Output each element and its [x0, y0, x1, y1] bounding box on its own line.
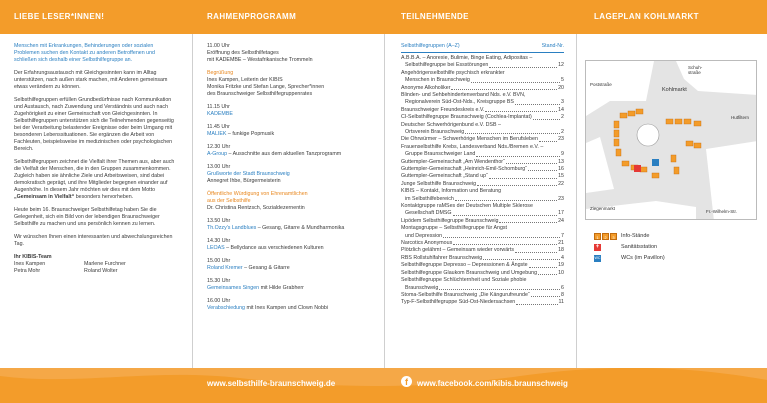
facebook-link[interactable]: www.facebook.com/kibis.braunschweig — [417, 379, 568, 388]
program-time: Öffentliche Würdigung von Ehrenamtlichen — [207, 191, 308, 197]
team-member: Roland Wolter — [84, 268, 118, 274]
participant-name: A.B.B.A. – Anorexie, Bulimie, Binge Eating, Adipositas – — [401, 54, 533, 61]
program-line — [207, 245, 377, 252]
program-line-detail: – Gesang, Gitarre & Mundharmonika — [256, 225, 345, 231]
program-line-text: Dr. Christina Rentzsch, Sozialdezernentin — [207, 205, 305, 211]
participant-name: Anonyme Alkoholiker — [401, 84, 451, 91]
participant-name: Guttempler-Gemeinschaft „Stand up“ — [401, 173, 488, 180]
participant-row — [401, 210, 564, 217]
participant-name: Kontaktgruppe raMSes der Deutschen Multiple Sklerose — [401, 203, 533, 210]
participant-stand-number: 7 — [561, 232, 564, 239]
dot-leader — [451, 89, 557, 90]
participant-stand-number: 24 — [558, 217, 564, 224]
participant-row — [401, 299, 564, 306]
participant-name: und Depression — [405, 232, 443, 239]
participant-row — [401, 247, 564, 254]
program-line-text: Eröffnung des Selbsthilfetages — [207, 50, 279, 56]
program-time: 12.30 Uhr — [207, 144, 231, 150]
participant-name: Braunschweig — [405, 284, 439, 291]
map-stand — [694, 121, 701, 126]
participant-stand-number: 13 — [558, 158, 564, 165]
participant-name: Selbsthilfegruppe Glaukom Braunschweig und Umgebung — [401, 269, 538, 276]
program-time: 14.30 Uhr — [207, 238, 231, 244]
participant-row — [401, 218, 564, 225]
map-stand — [686, 141, 693, 146]
map-stand — [628, 111, 635, 116]
dot-leader — [506, 163, 557, 164]
participant-row — [401, 292, 564, 299]
participant-row — [401, 255, 564, 262]
program-line — [207, 91, 377, 98]
welcome-paragraph-4: Heute beim 16. Braunschweiger Selbsthilfetag haben Sie die Gelegenheit, sich ein Bild von der lebendigen Braunschweiger Selbsthilfe zu machen und uns persönlich kennen zu lernen. — [14, 207, 160, 227]
website-link[interactable]: www.selbsthilfe-braunschweig.de — [207, 379, 336, 388]
program-line-text: mit KADEMBE – Westafrikanische Trommeln — [207, 57, 313, 63]
participant-name: Ortsverein Braunschweig — [405, 128, 465, 135]
participants-col-stand: Stand-Nr. — [541, 43, 564, 49]
dot-leader — [465, 133, 560, 134]
program-line — [207, 77, 377, 84]
program-line-text: Roland Kremer — [207, 265, 243, 271]
program-line-detail: mit Hilde Grabherr — [259, 285, 304, 291]
participant-name: Braunschweiger Freundeskreis e.V. — [401, 106, 485, 113]
participant-row — [401, 173, 564, 180]
program-item — [207, 164, 377, 185]
map-legend — [594, 232, 665, 265]
participant-row — [401, 85, 564, 92]
participant-stand-number: 6 — [561, 284, 564, 291]
participant-row — [401, 277, 564, 284]
footer-wave — [0, 368, 767, 386]
program-line-detail: – Ausschnitte aus dem aktuellen Tanzprogramm — [227, 151, 342, 157]
program-line-text: Grußworte der Stadt Braunschweig — [207, 171, 290, 177]
participant-row — [401, 233, 564, 240]
legend-label: Sanitätsstation — [621, 244, 658, 250]
program-line — [207, 171, 377, 178]
first-aid-icon: + — [595, 243, 600, 250]
participant-name: Blinden- und Sehbehindertenverband Nds. e.V. BVN, — [401, 91, 526, 98]
map-stand — [614, 121, 619, 128]
participant-row — [401, 196, 564, 203]
participant-name: Selbsthilfegruppe bei Essstörungen — [405, 62, 489, 69]
team-member: Petra Mohr — [14, 268, 41, 274]
team-list — [14, 261, 179, 275]
program-line-detail: mit Ines Kampen und Clown Nobbi — [245, 305, 329, 311]
dot-leader — [499, 222, 557, 223]
dot-leader — [516, 304, 557, 305]
program-item — [207, 298, 377, 312]
program-line — [207, 131, 377, 138]
program-time: 15.00 Uhr — [207, 258, 231, 264]
participant-name: Guttempler-Gemeinschaft „Am Wendenthor“ — [401, 158, 505, 165]
participant-stand-number: 10 — [558, 269, 564, 276]
map-stand — [614, 130, 619, 137]
dot-leader — [489, 67, 557, 68]
map-first-aid — [634, 165, 641, 172]
participant-stand-number: 23 — [558, 195, 564, 202]
header-participants: TEILNEHMENDE — [401, 12, 469, 21]
participants-table-header — [401, 43, 564, 53]
dot-leader — [533, 119, 560, 120]
dot-leader — [453, 215, 558, 216]
dot-leader — [515, 252, 557, 253]
participant-stand-number: 3 — [561, 99, 564, 106]
map-stand — [614, 139, 619, 146]
program-item — [207, 70, 377, 98]
dot-leader — [471, 82, 560, 83]
participant-row — [401, 203, 564, 210]
participant-name: KIBIS – Kontakt, Information und Beratung — [401, 188, 502, 195]
map-street-hutfiltern: Hutfiltern — [731, 115, 750, 120]
dot-leader — [455, 200, 557, 201]
dot-leader — [485, 111, 557, 112]
participant-row — [401, 240, 564, 247]
map-stand — [694, 143, 701, 148]
participant-row — [401, 144, 564, 151]
program-line — [207, 84, 377, 91]
participant-stand-number: 8 — [561, 291, 564, 298]
dot-leader — [528, 170, 557, 171]
participant-name: Guttempler-Gemeinschaft „Heinrich-Emil-Schomburg“ — [401, 166, 527, 172]
program-line — [207, 151, 377, 158]
team-member: Ines Kampen — [14, 261, 46, 267]
program-time: 15.30 Uhr — [207, 278, 231, 284]
program-item — [207, 191, 377, 212]
participant-row — [401, 262, 564, 269]
program-item — [207, 104, 377, 118]
participants-list — [401, 55, 564, 306]
dot-leader — [539, 141, 557, 142]
map-stand — [671, 155, 676, 162]
map-stand — [616, 149, 621, 156]
program-line-detail: – funkige Popmusik — [226, 131, 275, 137]
participant-stand-number: 11 — [558, 299, 564, 306]
participant-name: RBS Rollstuhlfahrer Braunschweig — [401, 254, 483, 261]
participant-stand-number: 14 — [558, 106, 564, 113]
map-street-ziegenmarkt: Ziegenmarkt — [590, 206, 616, 211]
participant-name: Stoma-Selbsthilfe Braunschweig „Die Kängurufreunde“ — [401, 291, 530, 298]
dot-leader — [443, 237, 560, 238]
legend-wc — [594, 254, 665, 262]
participant-row — [401, 151, 564, 158]
welcome-paragraph-2: Selbsthilfegruppen erfüllen Grundbedürfnisse nach Kommunikation und Austausch, nach Zuwendung und Verständnis und auch nach Zugehörigkeit zu einer Gemeinschaft von Gleichgesinnten. In Selbsthilfegruppen unterstützen sich die Teilnehmenden gegenseitig bei der Verarbeitung belastender Ereignisse oder beim Umgang mit besonderen Lebenssituationen. Sie ergänzen die Arbeit von Fachleuten, beispielsweise im medizinischen oder psychologischen Bereich. — [14, 97, 174, 152]
participant-stand-number: 9 — [561, 151, 564, 158]
dot-leader — [538, 274, 557, 275]
footer-bar — [0, 368, 767, 403]
legend-first-aid — [594, 243, 665, 251]
welcome-intro: Menschen mit Erkrankungen, Behinderungen oder sozialen Problemen suchen den Kontakt zu anderen Betroffenen und schließen sich deshalb einer Selbsthilfegruppe an. — [14, 43, 155, 63]
program-line-text: aus der Selbsthilfe — [207, 198, 251, 204]
map-wc — [652, 159, 659, 166]
program-time: 13.00 Uhr — [207, 164, 231, 170]
participant-stand-number: 20 — [558, 84, 564, 91]
participant-name: Typ-F-Selbsthilfegruppe Süd-Ost-Niedersachsen — [401, 299, 516, 306]
participant-name: Frauenselbsthilfe Krebs, Landesverband Nds./Bremen e.V. – — [401, 143, 544, 150]
program-line — [207, 205, 377, 212]
dot-leader — [453, 244, 557, 245]
participant-name: Lipödem Selbsthilfegruppe Braunschweig — [401, 217, 499, 224]
program-line-text: Verabschiedung — [207, 305, 245, 311]
program-line-detail: – Bellydance aus verschiedenen Kulturen — [224, 245, 324, 251]
map-stand — [640, 167, 647, 172]
participant-name: Angehörigenselbsthilfe psychisch erkrankter — [401, 69, 505, 76]
participant-stand-number: 2 — [561, 128, 564, 135]
program-item — [207, 258, 377, 272]
participant-row — [401, 55, 564, 62]
participant-row — [401, 285, 564, 292]
map-street-kohlmarkt: Kohlmarkt — [662, 87, 687, 93]
participant-row — [401, 136, 564, 143]
participant-stand-number: 2 — [561, 114, 564, 121]
dot-leader — [529, 267, 557, 268]
participant-stand-number: 16 — [558, 166, 564, 172]
program-line-text: MALIEK — [207, 131, 227, 137]
program-line-text: KADEMBE — [207, 111, 233, 117]
map-street-wilhelmstrasse: Fr.-Wilhelm-Str. — [706, 209, 737, 214]
map-stand — [622, 161, 629, 166]
legend-label: WCs (im Pavillon) — [621, 255, 665, 261]
map-stand — [636, 109, 643, 114]
participant-row — [401, 181, 564, 188]
participant-name: Montagsgruppe – Selbsthilfegruppe für Angst — [401, 225, 508, 232]
participant-name: Die Ohrwürmer – Schwerhörige Menschen im Berufsleben — [401, 136, 538, 143]
participant-name: Selbsthilfegruppe Schlüchternheit und Soziale phobie — [401, 277, 527, 284]
participant-stand-number: 15 — [558, 173, 564, 180]
program-item — [207, 43, 377, 64]
participant-stand-number: 23 — [558, 136, 564, 143]
participant-row — [401, 99, 564, 106]
program-line-text: des Braunschweiger Selbsthilfegruppenrates — [207, 91, 313, 97]
participant-row — [401, 225, 564, 232]
participant-row — [401, 92, 564, 99]
map-fountain — [637, 124, 659, 146]
map-stand — [666, 119, 673, 124]
participant-stand-number: 21 — [558, 240, 564, 247]
panel-divider — [192, 34, 193, 368]
participant-name: im Selbsthilfebereich — [405, 195, 454, 202]
program-line-text: Monika Fritzke und Stefan Lange, Sprecher*innen — [207, 84, 325, 90]
participant-row — [401, 270, 564, 277]
program-line-text: Gemeinsames Singen — [207, 285, 260, 291]
participant-name: Narcotics Anonymous — [401, 240, 453, 247]
header-welcome: LIEBE LESER*INNEN! — [14, 12, 105, 21]
program-line — [207, 225, 377, 232]
program-line — [207, 305, 377, 312]
participant-name: Regionalverein Süd-Ost-Nds., Kreisgruppe BS — [405, 99, 514, 106]
header-program: RAHMENPROGRAMM — [207, 12, 297, 21]
participant-stand-number: 12 — [558, 62, 564, 69]
team-member: Marlene Furchner — [84, 261, 126, 267]
dot-leader — [477, 185, 557, 186]
welcome-paragraph-3 — [14, 159, 179, 201]
program-time: 13.50 Uhr — [207, 218, 231, 224]
participant-row — [401, 129, 564, 136]
participant-name: Junge Selbsthilfe Braunschweig — [401, 180, 477, 187]
participant-name: Plötzlich gelähmt – Gemeinsam wieder vorwärts — [401, 247, 515, 254]
participant-stand-number: 18 — [558, 247, 564, 254]
program-line — [207, 178, 377, 185]
participant-row — [401, 77, 564, 84]
dot-leader — [439, 289, 560, 290]
program-line-text: Annegret Ihbe, Bürgermeisterin — [207, 178, 281, 184]
dot-leader — [531, 296, 560, 297]
welcome-motto: „Gemeinsam in Vielfalt“ — [14, 194, 75, 200]
participant-row — [401, 159, 564, 166]
map-stand — [652, 173, 659, 178]
participant-row — [401, 70, 564, 77]
program-item — [207, 124, 377, 138]
map-street-poststrasse: Poststraße — [590, 82, 612, 87]
dot-leader — [483, 259, 560, 260]
panel-divider — [384, 34, 385, 368]
program-line — [207, 50, 377, 57]
participant-stand-number: 22 — [558, 180, 564, 187]
participant-stand-number: 17 — [558, 210, 564, 217]
program-time: Begrüßung — [207, 70, 234, 76]
program-item — [207, 218, 377, 232]
wc-icon: WC — [594, 255, 601, 260]
participant-name: Deutscher Schwerhörigenbund e.V. DSB – — [401, 121, 501, 128]
program-item — [207, 278, 377, 292]
header-map: LAGEPLAN KOHLMARKT — [594, 12, 699, 21]
participant-name: Selbsthilfegruppe Depresso – Depressionen & Ängste — [401, 262, 528, 269]
program-item — [207, 238, 377, 252]
map-stand — [684, 119, 691, 124]
program-line — [207, 57, 377, 64]
welcome-paragraph-1: Der Erfahrungsaustausch mit Gleichgesinnten kann im Alltag unterstützen, nach außen stark machen, mit Anderen gemeinsam etwas verändern zu können. — [14, 70, 168, 90]
program-line — [207, 265, 377, 272]
participants-column — [401, 43, 564, 307]
program-line-text: Th.Ozzy's Landblues — [207, 225, 257, 231]
program-line-text: Ines Kampen, Leiterin der KIBIS — [207, 77, 283, 83]
welcome-p3-after: besonders hervorheben. — [74, 194, 134, 200]
participant-row — [401, 122, 564, 129]
welcome-p3-before: Selbsthilfegruppen zeichnet die Vielfalt ihrer Themen aus, aber auch die Vielfalt der Menschen, die in den Gruppen zusammenkommen. Zugleich haben sie ähnliche Ziele und Arbeitsweisen, sind dabei demokratisch geprägt, und ihre Mitglieder begegnen einander auf Augenhöhe. In diesem Jahr möchten wir dies mit dem Motto — [14, 159, 175, 193]
program-line-text: A-Group — [207, 151, 228, 157]
participant-row — [401, 114, 564, 121]
program-line — [207, 198, 377, 205]
site-map — [585, 60, 757, 220]
dot-leader — [515, 104, 560, 105]
welcome-column — [14, 43, 179, 275]
participant-row — [401, 188, 564, 195]
program-column — [207, 43, 377, 318]
info-stands-icon: 1 2 3 — [594, 233, 621, 240]
program-line-detail: – Gesang & Gitarre — [242, 265, 290, 271]
participant-row — [401, 166, 564, 173]
dot-leader — [476, 156, 560, 157]
participant-row — [401, 107, 564, 114]
participant-name: CI-Selbsthilfegruppe Braunschweig (Cochlea-Implantat) — [401, 114, 532, 121]
legend-label: Info-Stände — [621, 233, 650, 239]
participant-name: Menschen in Braunschweig — [405, 77, 470, 84]
participant-stand-number: 19 — [558, 262, 564, 269]
team-title: Ihr KIBIS-Team — [14, 254, 52, 260]
footer-wave-decoration — [0, 368, 767, 403]
program-time: 16.00 Uhr — [207, 298, 231, 304]
participant-name: Gruppe Braunschweiger Land — [405, 151, 476, 158]
participant-name: Gesellschaft DMSG — [405, 210, 452, 217]
map-stand — [675, 119, 682, 124]
participant-stand-number: 5 — [561, 77, 564, 84]
program-line — [207, 111, 377, 118]
dot-leader — [489, 178, 557, 179]
program-line — [207, 285, 377, 292]
facebook-icon[interactable]: f — [401, 376, 412, 387]
legend-info-stands — [594, 232, 665, 240]
participant-row — [401, 62, 564, 69]
participant-stand-number: 4 — [561, 254, 564, 261]
program-time: 11.45 Uhr — [207, 124, 230, 130]
map-street-schuhstrasse: Schuh-straße — [688, 65, 703, 75]
map-stand — [674, 167, 679, 174]
welcome-paragraph-5: Wir wünschen Ihnen einen interessanten und abwechslungsreichen Tag. — [14, 234, 173, 247]
program-time: 11.15 Uhr — [207, 104, 230, 110]
program-time: 11.00 Uhr — [207, 43, 230, 49]
panel-divider — [576, 34, 577, 368]
map-stand — [620, 113, 627, 118]
program-item — [207, 144, 377, 158]
program-line-text: LEOAS — [207, 245, 225, 251]
participants-col-title: Selbsthilfegruppen (A–Z) — [401, 43, 460, 49]
